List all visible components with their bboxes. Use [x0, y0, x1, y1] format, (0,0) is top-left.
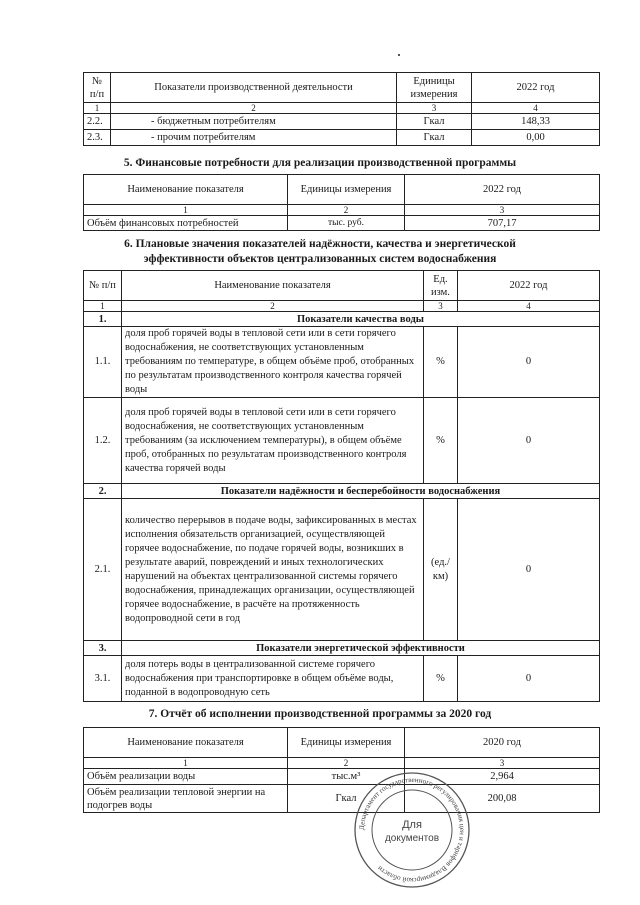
index-cell: 1	[84, 103, 111, 114]
table-row	[84, 499, 600, 641]
row-unit: %	[424, 398, 458, 484]
group-row	[84, 641, 600, 656]
section6-title-line2: эффективности объектов централизованных систем водоснабжения	[143, 253, 497, 265]
row-num: 2.3.	[84, 130, 111, 146]
section5-title: 5. Финансовые потребности для реализации производственной программы	[123, 157, 517, 169]
header-year: 2020 год	[405, 728, 600, 758]
row-unit: Гкал	[397, 114, 472, 130]
execution-report-table	[83, 727, 600, 813]
row-unit: Гкал	[397, 130, 472, 146]
table-row	[84, 114, 600, 130]
header-unit: Ед. изм.	[424, 271, 458, 301]
row-value: 0,00	[472, 130, 600, 146]
header-unit: Единицы измерения	[397, 73, 472, 103]
index-cell: 3	[424, 301, 458, 312]
scan-speck	[398, 54, 400, 56]
row-unit: тыс. руб.	[288, 216, 405, 231]
index-cell: 2	[288, 758, 405, 769]
header-year: 2022 год	[472, 73, 600, 103]
row-name: Объём финансовых потребностей	[84, 216, 288, 231]
group-title: Показатели качества воды	[122, 312, 600, 327]
row-name: Объём реализации воды	[84, 769, 288, 785]
header-year: 2022 год	[405, 175, 600, 205]
row-name: - бюджетным потребителям	[111, 114, 397, 130]
index-cell: 3	[405, 205, 600, 216]
reliability-indicators-table	[83, 270, 600, 702]
group-num: 3.	[84, 641, 122, 656]
row-name: Объём реализации тепловой энергии на подогрев воды	[84, 785, 288, 813]
row-unit: %	[424, 656, 458, 702]
row-num: 2.2.	[84, 114, 111, 130]
row-name: - прочим потребителям	[111, 130, 397, 146]
stamp-center-line2: документов	[384, 833, 440, 844]
row-num: 2.1.	[84, 499, 122, 641]
row-num: 1.2.	[84, 398, 122, 484]
index-cell: 4	[472, 103, 600, 114]
row-value: 148,33	[472, 114, 600, 130]
header-indicator: Наименование показателя	[84, 175, 288, 205]
table-row	[84, 398, 600, 484]
row-value: 200,08	[405, 785, 600, 813]
header-indicator: Показатели производственной деятельности	[111, 73, 397, 103]
stamp-center-line1: Для	[402, 819, 422, 831]
row-unit: (ед./км)	[424, 499, 458, 641]
row-value: 2,964	[405, 769, 600, 785]
header-year: 2022 год	[458, 271, 600, 301]
table-row	[84, 327, 600, 398]
table-row	[84, 769, 600, 785]
group-title: Показатели энергетической эффективности	[122, 641, 600, 656]
index-cell: 2	[111, 103, 397, 114]
stamp-ring-text: Департамент государственного регулирования цен и тарифов Владимирской области	[357, 775, 467, 885]
index-cell: 1	[84, 301, 122, 312]
index-cell: 2	[122, 301, 424, 312]
row-name: доля проб горячей воды в тепловой сети или в сети горячего водоснабжения, не соответствующих установленным требованиям по температуре, в общем объёме проб, отобранных по результатам производственного контроля качества горячей воды	[122, 327, 424, 398]
table-row	[84, 130, 600, 146]
table-row	[84, 216, 600, 231]
row-value: 707,17	[405, 216, 600, 231]
header-indicator: Наименование показателя	[122, 271, 424, 301]
header-indicator: Наименование показателя	[84, 728, 288, 758]
stamp-seal	[352, 770, 472, 890]
row-name: количество перерывов в подаче воды, зафиксированных в местах исполнения обязательств организацией, осуществляющей горячее водоснабжение, по подаче горячей воды, возникших в результате аварий, повреждений и иных технологических нарушений на объектах централизованной системы горячего водоснабжения, принадлежащих организации, осуществляющей горячее водоснабжение, в расчёте на протяженность водопроводной сети в год	[122, 499, 424, 641]
financial-needs-table	[83, 174, 600, 231]
row-name: доля потерь воды в централизованной системе горячего водоснабжения при транспортировке в общем объёме воды, поданной в водопроводную сеть	[122, 656, 424, 702]
header-num: № п/п	[84, 73, 111, 103]
index-cell: 3	[397, 103, 472, 114]
group-row	[84, 312, 600, 327]
row-unit: Гкал	[288, 785, 405, 813]
row-value: 0	[458, 398, 600, 484]
index-cell: 3	[405, 758, 600, 769]
row-num: 3.1.	[84, 656, 122, 702]
row-name: доля проб горячей воды в тепловой сети или в сети горячего водоснабжения, не соответствующих установленным требованиям (за исключением температуры), в общем объёме проб, отобранных по результатам производственного контроля качества горячей воды	[122, 398, 424, 484]
section6-title-line1: 6. Плановые значения показателей надёжности, качества и энергетической	[124, 238, 516, 250]
row-value: 0	[458, 327, 600, 398]
row-value: 0	[458, 656, 600, 702]
section7-title: 7. Отчёт об исполнении производственной программы за 2020 год	[148, 708, 492, 720]
table-row	[84, 785, 600, 813]
group-num: 2.	[84, 484, 122, 499]
index-cell: 1	[84, 758, 288, 769]
production-indicators-table	[83, 72, 600, 146]
row-value: 0	[458, 499, 600, 641]
header-unit: Единицы измерения	[288, 175, 405, 205]
index-cell: 1	[84, 205, 288, 216]
index-cell: 4	[458, 301, 600, 312]
group-title: Показатели надёжности и бесперебойности водоснабжения	[122, 484, 600, 499]
group-row	[84, 484, 600, 499]
row-unit: %	[424, 327, 458, 398]
row-unit: тыс.м³	[288, 769, 405, 785]
table-row	[84, 656, 600, 702]
group-num: 1.	[84, 312, 122, 327]
index-cell: 2	[288, 205, 405, 216]
row-num: 1.1.	[84, 327, 122, 398]
header-num: № п/п	[84, 271, 122, 301]
header-unit: Единицы измерения	[288, 728, 405, 758]
